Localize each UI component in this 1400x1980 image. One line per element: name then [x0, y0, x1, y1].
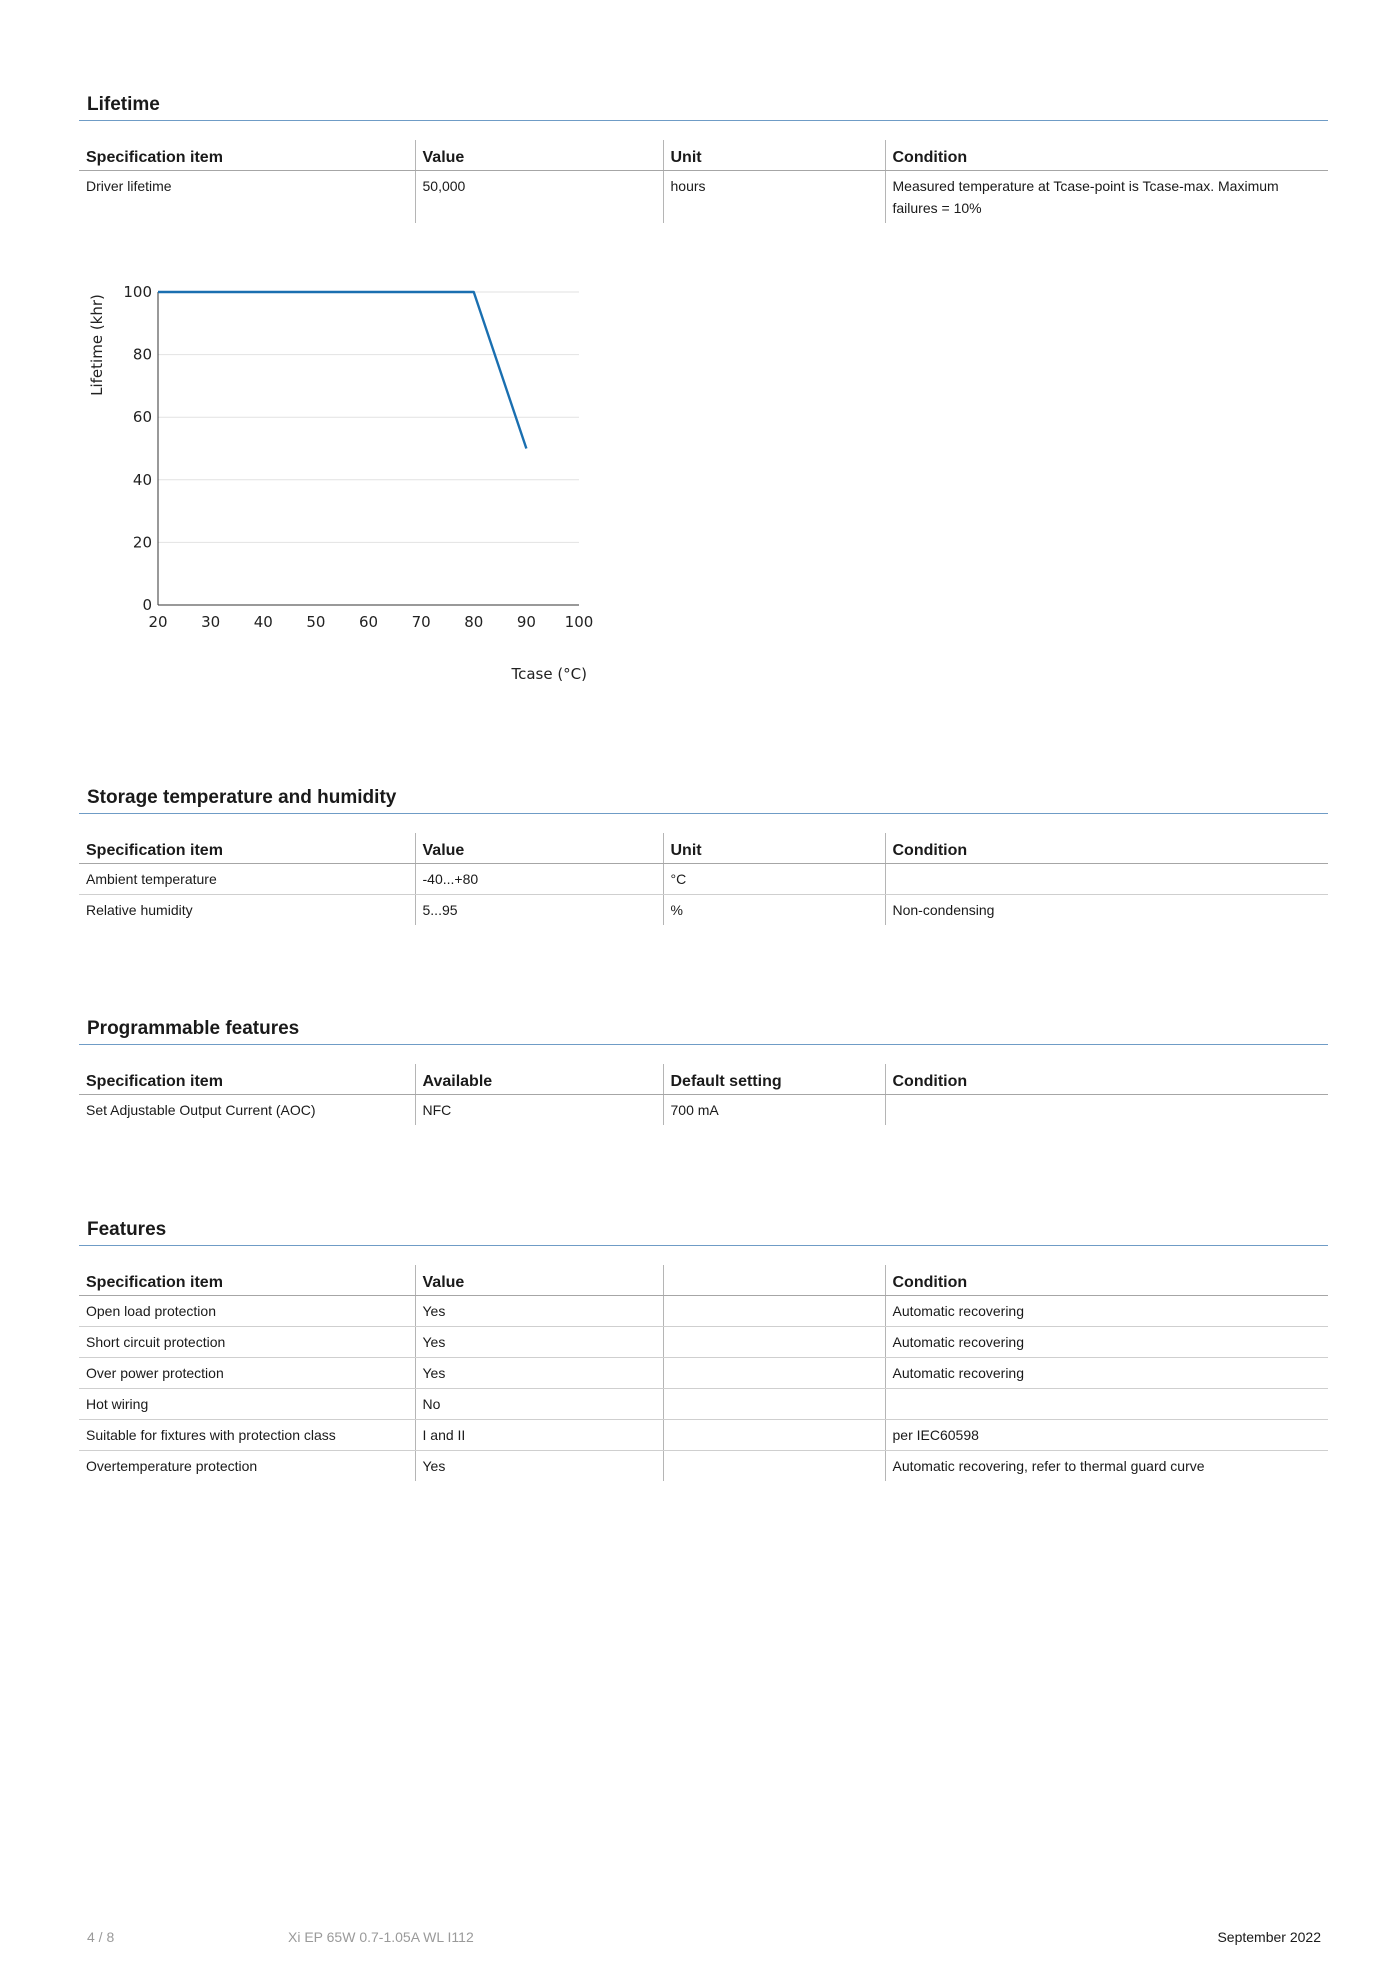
table-cell: No: [415, 1389, 663, 1420]
section-divider: [79, 1044, 1328, 1045]
table-cell: [885, 864, 1328, 895]
table-cell: [663, 1296, 885, 1327]
programmable-table: [79, 1064, 1328, 1125]
table-row: [79, 1327, 1328, 1358]
table-cell: Over power protection: [79, 1358, 415, 1389]
x-tick-label: 30: [201, 613, 221, 631]
chart-axes: [158, 292, 579, 605]
column-header: Specification item: [79, 833, 415, 864]
section-title: Features: [87, 1219, 167, 1240]
table-cell: Overtemperature protection: [86, 1458, 258, 1474]
section-divider: [79, 813, 1328, 814]
column-header: Available: [415, 1064, 663, 1095]
table-cell: Yes: [415, 1358, 663, 1389]
y-tick-label: 20: [132, 533, 152, 552]
y-axis-label: Lifetime (khr): [88, 294, 106, 396]
footer-date: September 2022: [1217, 1929, 1321, 1945]
section-title: Lifetime: [87, 94, 160, 115]
table-header-row: [79, 140, 1328, 171]
table-cell: %: [663, 895, 885, 926]
series-line: [158, 292, 526, 449]
y-tick-label: 100: [123, 283, 152, 301]
x-tick-label: 60: [358, 613, 379, 631]
y-tick-labels: [123, 283, 152, 614]
table-cell: per IEC60598: [885, 1420, 1328, 1451]
column-header: Value: [415, 1265, 663, 1296]
table-row: [79, 1095, 1328, 1126]
column-header: Unit: [663, 140, 885, 171]
x-tick-label: 50: [306, 613, 326, 631]
features-section: [79, 1215, 1328, 1481]
table-row: [79, 1296, 1328, 1327]
table-cell: [885, 1389, 1328, 1420]
programmable-section: [79, 1014, 1328, 1125]
table-cell: Hot wiring: [79, 1389, 415, 1420]
column-header: Specification item: [79, 1064, 415, 1095]
lifetime-chart: [79, 282, 619, 702]
section-title: Programmable features: [87, 1018, 300, 1039]
table-cell: Short circuit protection: [79, 1327, 415, 1358]
x-tick-label: 80: [464, 613, 484, 631]
table-cell: [663, 1327, 885, 1358]
x-tick-label: 100: [564, 613, 594, 631]
x-axis-label: Tcase (°C): [511, 665, 587, 683]
x-tick-label: 70: [411, 613, 431, 631]
section-divider: [79, 120, 1328, 121]
column-header: Condition: [885, 140, 1328, 171]
footer-product-name: Xi EP 65W 0.7-1.05A WL I112: [288, 1929, 474, 1945]
table-cell: [663, 1358, 885, 1389]
table-cell: Relative humidity: [86, 902, 193, 918]
section-title: Storage temperature and humidity: [87, 787, 397, 808]
y-tick-label: 60: [132, 408, 152, 427]
x-tick-label: 90: [516, 613, 536, 631]
column-header: Specification item: [79, 1265, 415, 1296]
table-cell: Automatic recovering: [885, 1327, 1328, 1358]
column-header: Condition: [885, 1265, 1328, 1296]
table-cell: Suitable for fixtures with protection class: [79, 1420, 415, 1451]
table-row: [79, 1358, 1328, 1389]
column-header: Value: [415, 140, 663, 171]
table-cell: -40...+80: [415, 864, 663, 895]
table-row: [79, 1420, 1328, 1451]
table-cell: [663, 1451, 885, 1482]
table-cell: NFC: [415, 1095, 663, 1126]
column-header: Condition: [885, 833, 1328, 864]
table-row: [79, 1389, 1328, 1420]
table-row: [79, 1451, 1328, 1482]
y-tick-label: 40: [132, 470, 152, 489]
table-cell: Automatic recovering, refer to thermal guard curve: [885, 1451, 1328, 1482]
table-row: [79, 864, 1328, 895]
table-cell: Yes: [415, 1296, 663, 1327]
lifetime-table: [79, 140, 1328, 223]
storage-table: [79, 833, 1328, 925]
table-cell: Automatic recovering: [885, 1358, 1328, 1389]
table-cell: Set Adjustable Output Current (AOC): [86, 1102, 316, 1118]
x-tick-label: 40: [253, 613, 273, 631]
table-row: [79, 895, 1328, 926]
table-header-row: [79, 833, 1328, 864]
column-header: [663, 1265, 885, 1296]
table-header-row: [79, 1265, 1328, 1296]
chart-series: [158, 292, 526, 449]
table-cell: °C: [663, 864, 885, 895]
storage-section: [79, 783, 1328, 925]
table-cell: 700 mA: [663, 1095, 885, 1126]
y-tick-label: 80: [132, 345, 152, 364]
table-cell: 50,000: [415, 171, 663, 224]
column-header: Default setting: [663, 1064, 885, 1095]
column-header: Value: [415, 833, 663, 864]
table-cell: [885, 1095, 1328, 1126]
table-cell: Measured temperature at Tcase-point is Tcase-max. Maximum failures = 10%: [885, 171, 1328, 224]
table-cell: Ambient temperature: [79, 864, 415, 895]
section-divider: [79, 1245, 1328, 1246]
table-cell: Driver lifetime: [86, 178, 172, 194]
table-cell: I and II: [415, 1420, 663, 1451]
y-tick-label: 0: [142, 596, 152, 614]
table-cell: Non-condensing: [885, 895, 1328, 926]
column-header: Unit: [663, 833, 885, 864]
footer-page-number: 4 / 8: [87, 1929, 115, 1945]
column-header: Specification item: [79, 140, 415, 171]
table-row: [79, 171, 1328, 224]
features-table: [79, 1265, 1328, 1481]
table-cell: [663, 1420, 885, 1451]
table-cell: [663, 1389, 885, 1420]
x-tick-labels: [148, 613, 593, 631]
table-header-row: [79, 1064, 1328, 1095]
lifetime-section: [79, 90, 1328, 223]
table-cell: Yes: [415, 1451, 663, 1482]
table-cell: Automatic recovering: [885, 1296, 1328, 1327]
column-header: Condition: [885, 1064, 1328, 1095]
table-cell: Open load protection: [79, 1296, 415, 1327]
table-cell: Yes: [415, 1327, 663, 1358]
x-tick-label: 20: [148, 613, 168, 631]
table-cell: 5...95: [415, 895, 663, 926]
table-cell: hours: [663, 171, 885, 224]
